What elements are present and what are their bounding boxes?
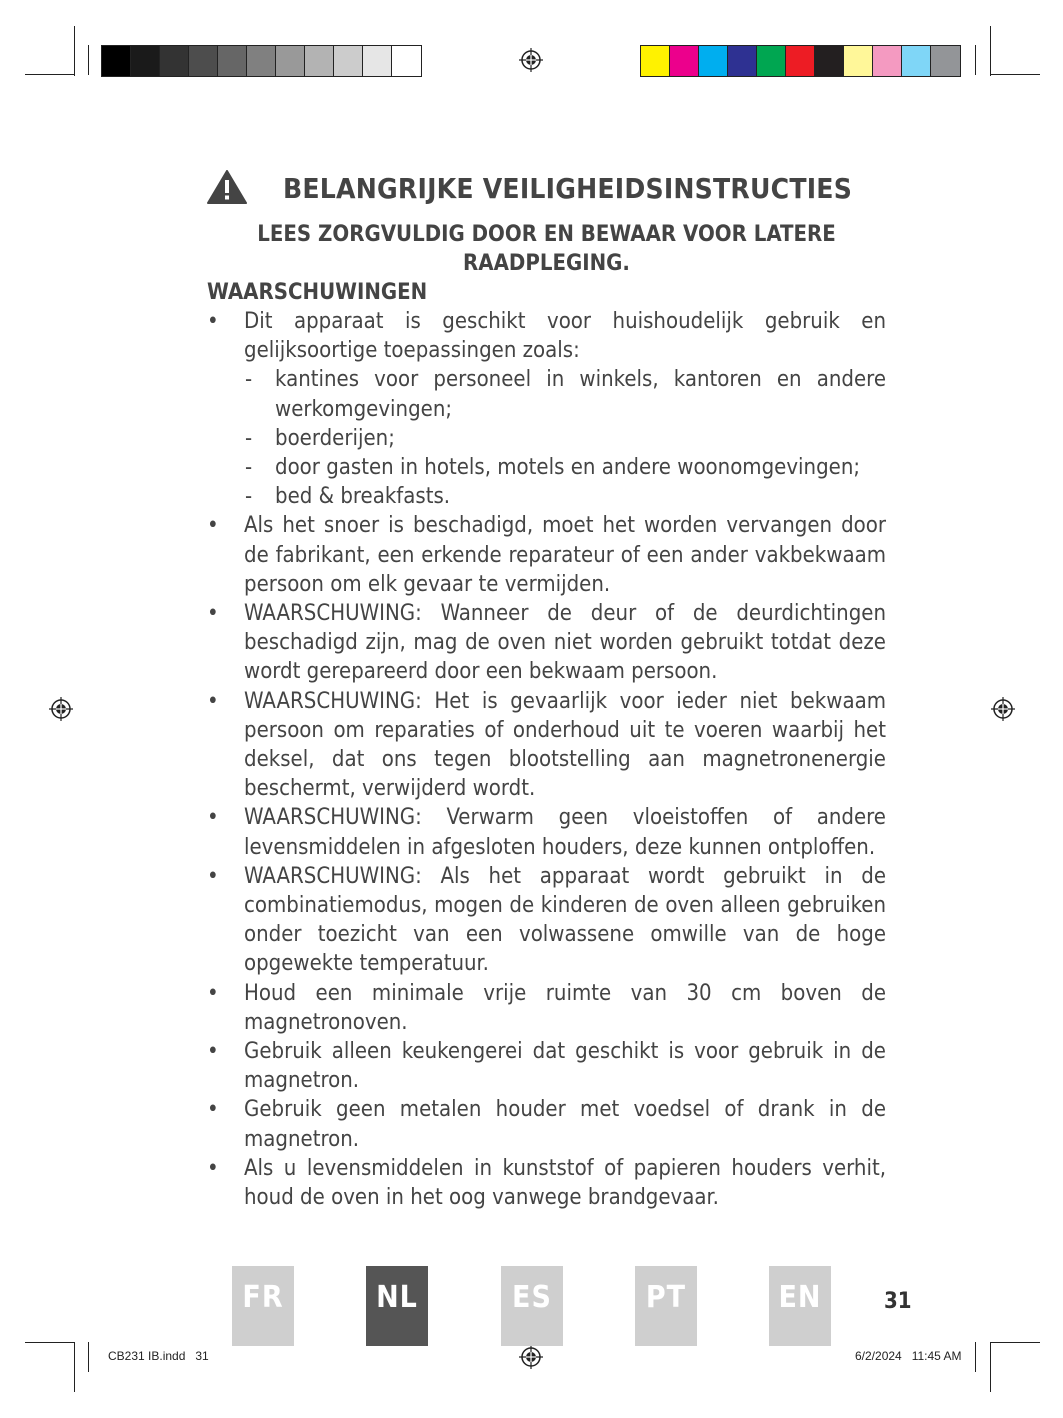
crop-mark [25, 74, 75, 75]
list-item [207, 307, 886, 511]
registration-mark-icon [519, 1345, 543, 1369]
section-heading: WAARSCHUWINGEN [207, 280, 428, 305]
sub-list-item: - kantines voor personeel in winkels, kantoren en andere werkomgevingen; [244, 365, 886, 423]
page-title: BELANGRIJKE VEILIGHEIDSINSTRUCTIES [283, 172, 853, 205]
warnings-list [207, 307, 886, 1212]
color-swatch [844, 46, 873, 76]
crop-mark [74, 26, 75, 76]
list-item: • Houd een minimale vrije ruimte van 30 cm boven de magnetronoven. [207, 979, 886, 1037]
crop-mark [975, 45, 976, 75]
color-swatch [641, 46, 670, 76]
color-swatch [757, 46, 786, 76]
crop-mark [990, 26, 991, 76]
tab-fr[interactable]: FR [232, 1266, 294, 1346]
footer-timestamp: 6/2/2024 11:45 AM [855, 1349, 962, 1363]
sub-list-item: - bed & breakfasts. [244, 482, 886, 511]
document-body [207, 168, 886, 1212]
crop-mark [990, 1342, 991, 1392]
registration-mark-icon [519, 48, 543, 72]
sub-list-item: - boerderijen; [244, 424, 886, 453]
crop-mark [990, 74, 1040, 75]
crop-mark [975, 1342, 976, 1372]
list-item: • WAARSCHUWING: Het is gevaarlijk voor ieder niet bekwaam persoon om reparaties of onderhoud uit te voeren waarbij het deksel, dat ons tegen blootstelling aan magnetronenergie beschermt, verwijderd wordt. [207, 687, 886, 804]
warning-icon [207, 170, 247, 204]
sub-list [244, 365, 886, 511]
tab-en[interactable]: EN [769, 1266, 831, 1346]
grayscale-bar [101, 45, 422, 77]
color-swatch [786, 46, 815, 76]
list-item: • Als u levensmiddelen in kunststof of papieren houders verhit, houd de oven in het oog vanwege brandgevaar. [207, 1154, 886, 1212]
color-swatch [902, 46, 931, 76]
crop-mark [88, 1342, 89, 1372]
list-item: • Gebruik geen metalen houder met voedsel of drank in de magnetron. [207, 1095, 886, 1153]
color-swatch [670, 46, 699, 76]
crop-mark [74, 1342, 75, 1392]
color-swatch [931, 46, 960, 76]
color-bar [640, 45, 961, 77]
color-swatch [305, 46, 334, 76]
color-swatch [218, 46, 247, 76]
color-swatch [363, 46, 392, 76]
tab-pt[interactable]: PT [635, 1266, 697, 1346]
tab-nl[interactable]: NL [366, 1266, 428, 1346]
sub-list-item: - door gasten in hotels, motels en andere woonomgevingen; [244, 453, 886, 482]
tab-es[interactable]: ES [501, 1266, 563, 1346]
list-item: • Gebruik alleen keukengerei dat geschikt is voor gebruik in de magnetron. [207, 1037, 886, 1095]
color-swatch [247, 46, 276, 76]
page-subtitle: LEES ZORGVULDIG DOOR EN BEWAAR VOOR LATERE RAADPLEGING. [257, 222, 836, 276]
list-item: • Als het snoer is beschadigd, moet het worden vervangen door de fabrikant, een erkende reparateur of een ander vakbekwaam persoon om elk gevaar te vermijden. [207, 511, 886, 599]
title-row [207, 168, 886, 216]
color-swatch [160, 46, 189, 76]
footer-file-info: CB231 IB.indd 31 [108, 1349, 209, 1363]
color-swatch [699, 46, 728, 76]
color-swatch [334, 46, 363, 76]
color-swatch [392, 46, 421, 76]
color-swatch [728, 46, 757, 76]
color-swatch [131, 46, 160, 76]
color-swatch [873, 46, 902, 76]
color-swatch [815, 46, 844, 76]
registration-mark-icon [991, 697, 1015, 721]
list-item: • WAARSCHUWING: Als het apparaat wordt gebruikt in de combinatiemodus, mogen de kinderen de oven alleen gebruiken onder toezicht van een volwassene omwille van de hoge opgewekte temperatuur. [207, 862, 886, 979]
color-swatch [102, 46, 131, 76]
crop-mark [88, 45, 89, 75]
list-item: • WAARSCHUWING: Wanneer de deur of de deurdichtingen beschadigd zijn, mag de oven niet worden gebruikt totdat deze wordt gerepareerd door een bekwaam persoon. [207, 599, 886, 687]
list-item-text: Dit apparaat is geschikt voor huishoudelijk gebruik en gelijksoortige toepassingen zoals: [244, 309, 886, 364]
color-swatch [189, 46, 218, 76]
list-item: • WAARSCHUWING: Verwarm geen vloeistoffen of andere levensmiddelen in afgesloten houders, deze kunnen ontploffen. [207, 803, 886, 861]
page-number: 31 [884, 1289, 912, 1314]
registration-mark-icon [49, 697, 73, 721]
color-swatch [276, 46, 305, 76]
